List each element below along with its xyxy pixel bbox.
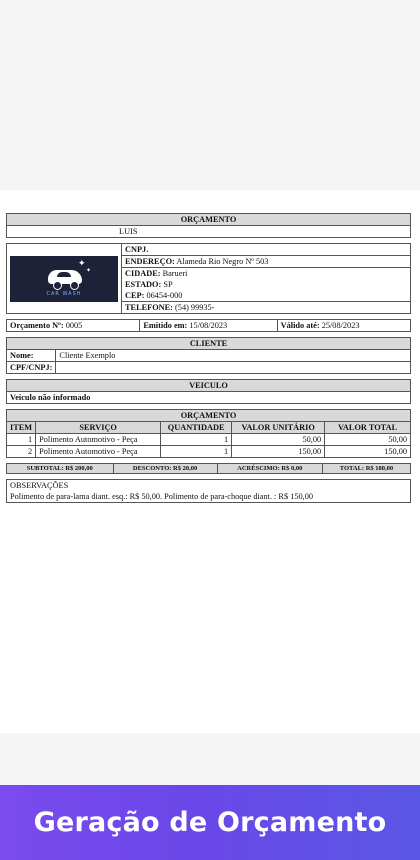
city-row xyxy=(122,268,411,280)
item-total-value: 50,00 xyxy=(325,434,411,446)
logo-text: CAR WASH xyxy=(46,290,82,297)
sparkle-icon: ✦ xyxy=(86,266,92,274)
company-table xyxy=(6,243,411,314)
notes-table xyxy=(6,479,411,503)
issued-value: 15/08/2023 xyxy=(189,321,228,330)
vehicle-info: Veiculo não informado xyxy=(7,392,411,404)
meta-table xyxy=(6,319,411,332)
valid-value: 25/08/2023 xyxy=(321,321,360,330)
item-service: Polimento Automotivo - Peça xyxy=(36,434,161,446)
column-header-service: SERVIÇO xyxy=(36,422,161,434)
client-name-label: Nome: xyxy=(7,350,56,362)
client-header: CLIENTE xyxy=(7,338,411,350)
column-header-total-value: VALOR TOTAL xyxy=(325,422,411,434)
items-table xyxy=(6,409,411,458)
totals-table xyxy=(6,463,411,474)
state-label: ESTADO: xyxy=(125,280,162,289)
item-service: Polimento Automotivo - Peça xyxy=(36,446,161,458)
quote-number-value: 0005 xyxy=(65,321,83,330)
company-logo xyxy=(10,256,118,302)
client-name-value: Cliente Exemplo xyxy=(56,350,411,362)
addition: ACRÉSCIMO: R$ 0,00 xyxy=(217,464,322,474)
city-value: Barueri xyxy=(162,269,188,278)
grand-total: TOTAL: R$ 180,00 xyxy=(322,464,410,474)
banner-title: Geração de Orçamento xyxy=(33,807,387,838)
vehicle-header: VEICULO xyxy=(7,380,411,392)
top-blank-area xyxy=(0,0,420,190)
table-row xyxy=(7,434,411,446)
quote-number-label: Orçamento Nº: xyxy=(10,321,64,330)
valid-date xyxy=(277,320,410,332)
item-unit-value: 150,00 xyxy=(232,446,325,458)
client-short-name: LUIS xyxy=(7,226,411,238)
address-label: ENDEREÇO: xyxy=(125,257,175,266)
logo-cell xyxy=(7,244,122,314)
state-value: SP xyxy=(163,280,173,289)
city-label: CIDADE: xyxy=(125,269,161,278)
item-total-value: 150,00 xyxy=(325,446,411,458)
notes-header: OBSERVAÇÕES xyxy=(7,480,411,492)
client-doc-value xyxy=(56,362,411,374)
discount: DESCONTO: R$ 20,00 xyxy=(113,464,217,474)
cep-row xyxy=(122,290,411,302)
issued-date xyxy=(140,320,277,332)
item-unit-value: 50,00 xyxy=(232,434,325,446)
notes-text: Polimento de para-lama diant. esq.: R$ 50,00. Polimento de para-choque diant. : R$ 150,00 xyxy=(7,491,411,503)
state-row xyxy=(122,279,411,290)
subtotal: SUBTOTAL: R$ 200,00 xyxy=(7,464,114,474)
address-value: Alameda Rio Negro Nº 503 xyxy=(176,257,269,266)
items-header: ORÇAMENTO xyxy=(7,410,411,422)
cnpj-row xyxy=(122,244,411,256)
phone-label: TELEFONE: xyxy=(125,303,173,312)
phone-value: (54) 99935- xyxy=(175,303,215,312)
client-doc-label: CPF/CNPJ: xyxy=(7,362,56,374)
issued-label: Emitido em: xyxy=(143,321,188,330)
quote-document xyxy=(6,213,411,503)
cep-value: 06454-000 xyxy=(146,291,183,300)
vehicle-table xyxy=(6,379,411,404)
phone-row xyxy=(122,302,411,314)
sparkle-icon: ✦ xyxy=(78,258,86,269)
cnpj-label: CNPJ. xyxy=(125,245,149,254)
valid-label: Válido até: xyxy=(280,321,320,330)
column-header-unit-value: VALOR UNITÁRIO xyxy=(232,422,325,434)
cep-label: CEP: xyxy=(125,291,145,300)
item-quantity: 1 xyxy=(161,446,232,458)
column-header-quantity: QUANTIDADE xyxy=(161,422,232,434)
title-table xyxy=(6,213,411,238)
bottom-blank-area xyxy=(0,733,420,785)
quote-number xyxy=(7,320,140,332)
client-table xyxy=(6,337,411,374)
address-row xyxy=(122,256,411,268)
promo-banner xyxy=(0,785,420,860)
item-quantity: 1 xyxy=(161,434,232,446)
table-row xyxy=(7,446,411,458)
item-number: 1 xyxy=(7,434,36,446)
document-title: ORÇAMENTO xyxy=(7,214,411,226)
column-header-item: ITEM xyxy=(7,422,36,434)
item-number: 2 xyxy=(7,446,36,458)
